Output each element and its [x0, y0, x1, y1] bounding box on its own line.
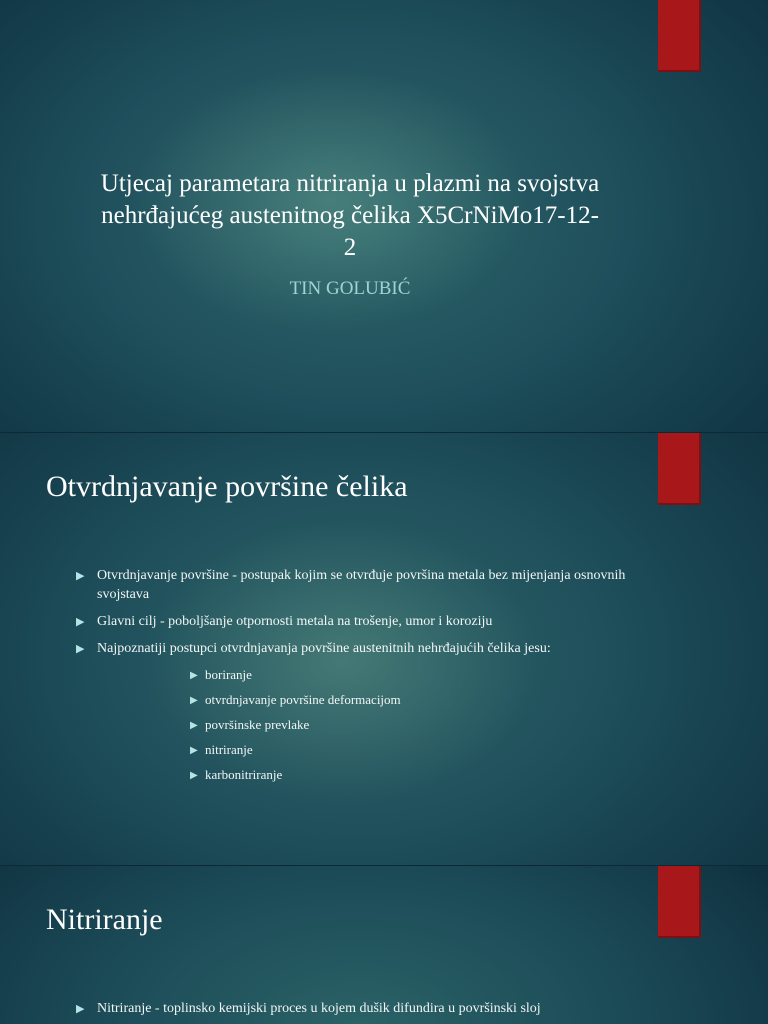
sub-list-item: [190, 691, 401, 708]
title-line: Utjecaj parametara nitriranja u plazmi na svojstva: [100, 170, 600, 197]
title-line: nehrđajućeg austenitnog čelika X5CrNiMo17-12-: [101, 202, 599, 229]
accent-tab: [658, 866, 701, 938]
triangle-bullet-icon: ▶: [190, 695, 198, 706]
slide-nitriding[interactable]: [0, 866, 768, 1024]
sub-list-item-text: karbonitriranje: [205, 767, 283, 782]
triangle-bullet-icon: ▶: [190, 770, 198, 781]
sub-list-item: [190, 716, 401, 733]
list-item: [76, 566, 636, 604]
triangle-bullet-icon: ▶: [190, 745, 198, 756]
list-item-text: Najpoznatiji postupci otvrdnjavanja površine austenitnih nehrđajućih čelika jesu:: [97, 641, 551, 656]
list-item: [76, 612, 636, 631]
sub-list-item-text: površinske prevlake: [205, 717, 310, 732]
triangle-bullet-icon: ▶: [76, 643, 85, 655]
slide-title[interactable]: [0, 0, 768, 432]
triangle-bullet-icon: ▶: [190, 720, 198, 731]
slide-surface-hardening[interactable]: [0, 433, 768, 865]
list-item: [76, 639, 636, 658]
accent-tab: [658, 0, 701, 72]
list-item: [76, 999, 636, 1018]
sub-list-item: [190, 766, 401, 783]
bullet-list: [76, 999, 636, 1024]
triangle-bullet-icon: ▶: [190, 670, 198, 681]
accent-tab: [658, 433, 701, 505]
list-item-text: Nitriranje - toplinsko kemijski proces u kojem dušik difundira u površinski sloj: [97, 1001, 541, 1016]
title-line: 2: [343, 234, 357, 261]
list-item-text: Glavni cilj - poboljšanje otpornosti metala na trošenje, umor i koroziju: [97, 614, 493, 629]
slide-heading: Otvrdnjavanje površine čelika: [46, 470, 408, 503]
sub-bullet-list: [190, 666, 401, 791]
presentation-title: [60, 168, 640, 264]
sub-list-item-text: otvrdnjavanje površine deformacijom: [205, 692, 401, 707]
sub-list-item: [190, 666, 401, 683]
sub-list-item-text: boriranje: [205, 667, 252, 682]
triangle-bullet-icon: ▶: [76, 616, 85, 628]
sub-list-item-text: nitriranje: [205, 742, 253, 757]
bullet-list: [76, 566, 636, 666]
triangle-bullet-icon: ▶: [76, 1003, 85, 1015]
list-item-text: Otvrdnjavanje površine - postupak kojim se otvrđuje površina metala bez mijenjanja osnovnih svojstava: [97, 568, 626, 602]
author-name: TIN GOLUBIĆ: [289, 278, 411, 299]
sub-list-item: [190, 741, 401, 758]
triangle-bullet-icon: ▶: [76, 570, 85, 582]
slide-heading: Nitriranje: [46, 903, 163, 936]
